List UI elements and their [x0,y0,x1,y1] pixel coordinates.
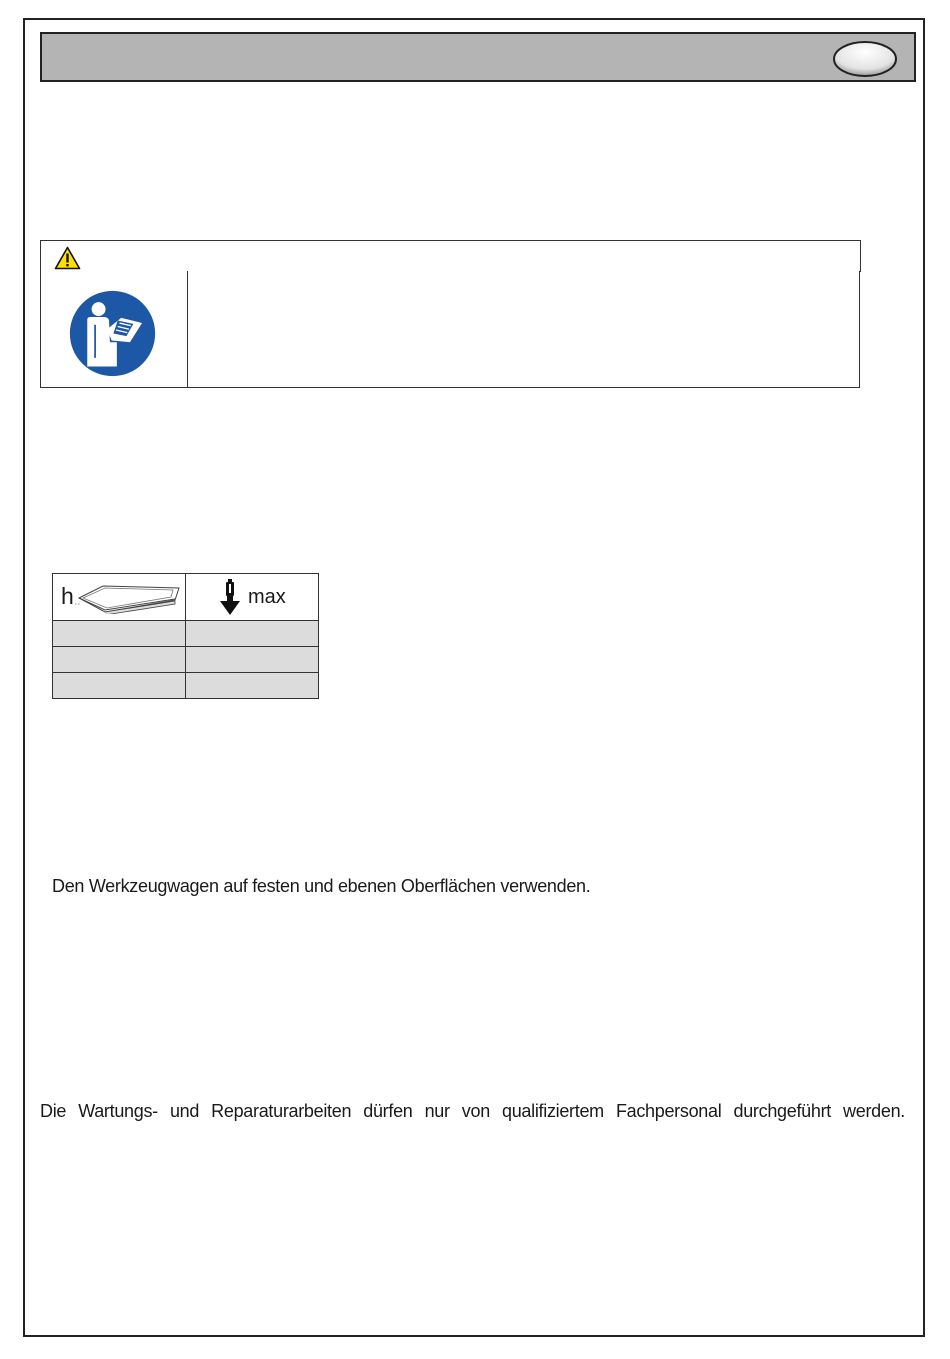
read-manual-icon [69,290,156,377]
drawer-icon [75,582,181,614]
weight-down-icon [220,579,246,617]
table-row [53,621,319,647]
height-label: h [61,583,74,609]
load-table-header [53,574,319,621]
table-cell-height [53,621,186,647]
header-height-cell [53,574,186,621]
table-cell-height [53,673,186,699]
header-max-cell [186,574,319,621]
table-row [53,673,319,699]
warning-triangle-icon [54,246,81,270]
table-cell-max [186,673,319,699]
table-cell-max [186,647,319,673]
table-cell-max [186,621,319,647]
warning-header [40,240,861,272]
warning-icon-cell [41,271,188,387]
language-badge [832,40,898,78]
surface-notice: Den Werkzeugwagen auf festen und ebenen Oberflächen verwenden. [52,876,591,896]
header-bar [40,32,916,82]
max-label: max [248,586,286,608]
warning-box [40,240,861,388]
table-row [53,647,319,673]
maintenance-notice: Die Wartungs- und Reparaturarbeiten dürfen nur von qualifiziertem Fachpersonal durchgeführt werden. [40,1101,905,1121]
table-cell-height [53,647,186,673]
load-table [52,573,319,699]
warning-body [40,271,860,388]
